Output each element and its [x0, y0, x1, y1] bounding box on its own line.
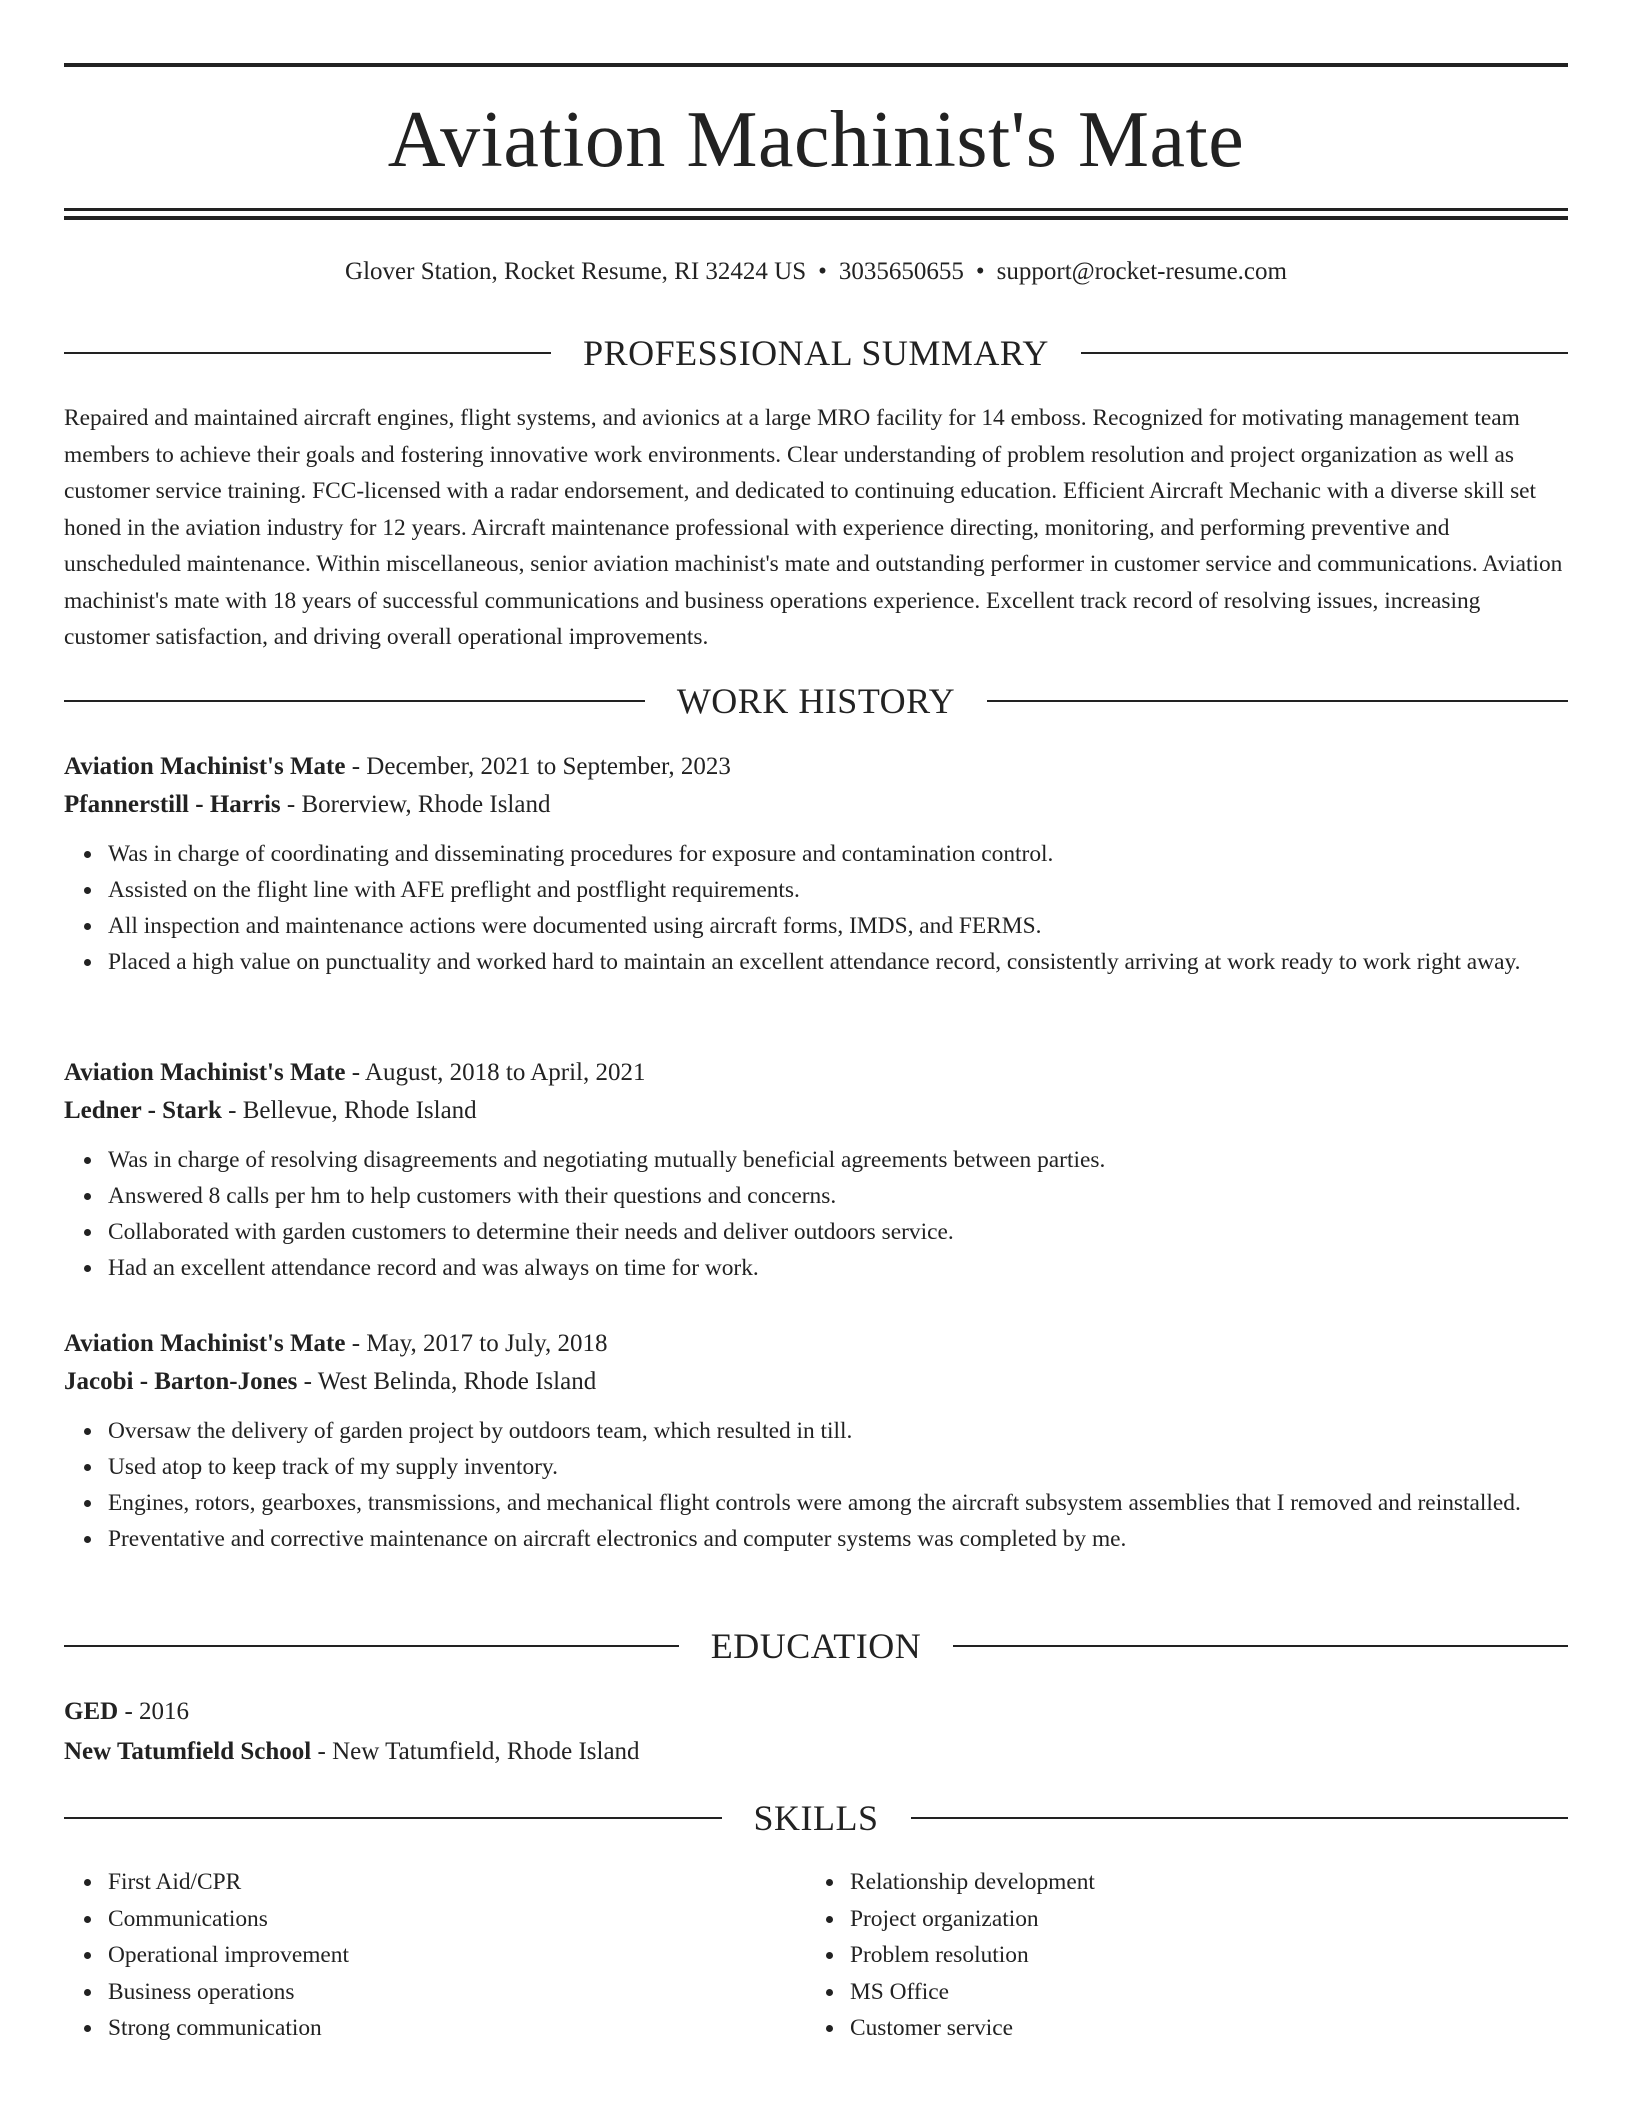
heading-rule-right: [987, 700, 1568, 702]
heading-rule-left: [64, 1817, 722, 1819]
skill-item: Problem resolution: [850, 1937, 1548, 1974]
degree-year: - 2016: [118, 1698, 190, 1725]
job-entry: [64, 1054, 1568, 1286]
section-title: EDUCATION: [710, 1626, 922, 1666]
skill-item: Business operations: [108, 1974, 806, 2011]
job-location: - Borerview, Rhode Island: [280, 791, 551, 818]
job-company-line: [64, 786, 1568, 824]
job-bullet: Was in charge of resolving disagreements and negotiating mutually beneficial agreements between parties.: [108, 1142, 1568, 1178]
section-heading-education: [64, 1626, 1568, 1666]
contact-separator: •: [975, 258, 985, 285]
contact-phone: 3035650655: [838, 258, 964, 285]
skill-item: MS Office: [850, 1974, 1548, 2011]
section-title: WORK HISTORY: [676, 681, 956, 721]
job-bullet: Collaborated with garden customers to determine their needs and deliver outdoors service.: [108, 1214, 1568, 1250]
heading-rule-right: [953, 1645, 1568, 1647]
section-title: PROFESSIONAL SUMMARY: [583, 333, 1049, 373]
job-location: - Bellevue, Rhode Island: [221, 1097, 477, 1124]
job-bullets: [64, 836, 1568, 980]
skill-item: Project organization: [850, 1901, 1548, 1938]
skill-item: Operational improvement: [108, 1937, 806, 1974]
school-name: New Tatumfield School: [64, 1738, 312, 1765]
job-bullet: Answered 8 calls per hm to help customers with their questions and concerns.: [108, 1178, 1568, 1214]
job-entry: [64, 1325, 1568, 1557]
job-company-line: [64, 1092, 1568, 1130]
skill-item: Strong communication: [108, 2010, 806, 2047]
name-underline-thin: [64, 208, 1568, 211]
section-heading-work-history: [64, 681, 1568, 721]
section-title: SKILLS: [753, 1798, 879, 1838]
degree-line: [64, 1692, 1568, 1732]
job-bullets: [64, 1413, 1568, 1557]
job-bullet: Engines, rotors, gearboxes, transmissions, and mechanical flight controls were among the aircraft subsystem assemblies that I removed and reinstalled.: [108, 1485, 1568, 1521]
job-title-line: [64, 748, 1568, 786]
job-company-line: [64, 1363, 1568, 1401]
heading-rule-left: [64, 700, 645, 702]
job-title: Aviation Machinist's Mate: [64, 1330, 346, 1357]
contact-separator: •: [818, 258, 827, 285]
heading-rule-right: [911, 1817, 1569, 1819]
professional-summary: Repaired and maintained aircraft engines, flight systems, and avionics at a large MRO facility for 14 emboss. Recognized for motivating management team members to achieve their goals and fostering innovative work environments. Clear understanding of problem resolution and project organization as well as customer service training. FCC-licensed with a radar endorsement, and dedicated to continuing education. Efficient Aircraft Mechanic with a diverse skill set honed in the aviation industry for 12 years. Aircraft maintenance professional with experience directing, monitoring, and performing preventive and unscheduled maintenance. Within miscellaneous, senior aviation machinist's mate and outstanding performer in customer service and communications. Aviation machinist's mate with 18 years of successful communications and business operations experience. Excellent track record of resolving issues, increasing customer satisfaction, and driving overall operational improvements.: [64, 405, 1563, 650]
job-dates: - May, 2017 to July, 2018: [345, 1330, 608, 1357]
skills-column-right: [806, 1864, 1548, 2047]
job-entry: [64, 748, 1568, 980]
job-title-line: [64, 1054, 1568, 1092]
job-bullet: Was in charge of coordinating and disseminating procedures for exposure and contamination control.: [108, 836, 1568, 872]
job-bullet: Had an excellent attendance record and was always on time for work.: [108, 1250, 1568, 1286]
contact-email: support@rocket-resume.com: [996, 258, 1287, 285]
candidate-name: Aviation Machinist's Mate: [387, 96, 1245, 184]
skill-item: Communications: [108, 1901, 806, 1938]
job-bullets: [64, 1142, 1568, 1286]
job-title: Aviation Machinist's Mate: [64, 753, 346, 780]
skills-list: [64, 1864, 1568, 2047]
contact-line: [64, 255, 1568, 289]
contact-address: Glover Station, Rocket Resume, RI 32424 US: [345, 258, 807, 285]
skill-item: Relationship development: [850, 1864, 1548, 1901]
job-location: - West Belinda, Rhode Island: [297, 1368, 597, 1395]
job-bullet: Assisted on the flight line with AFE preflight and postflight requirements.: [108, 872, 1568, 908]
education-entry: [64, 1692, 1568, 1772]
skills-column-left: [64, 1864, 806, 2047]
heading-rule-left: [64, 1645, 679, 1647]
job-bullet: All inspection and maintenance actions were documented using aircraft forms, IMDS, and FERMS.: [108, 908, 1568, 944]
school-location: - New Tatumfield, Rhode Island: [311, 1738, 640, 1765]
job-dates: - August, 2018 to April, 2021: [345, 1059, 646, 1086]
job-bullet: Preventative and corrective maintenance on aircraft electronics and computer systems was completed by me.: [108, 1521, 1568, 1557]
name-underline-thick: [64, 216, 1568, 220]
skill-item: Customer service: [850, 2010, 1548, 2047]
degree: GED: [64, 1698, 119, 1725]
section-heading-summary: [64, 333, 1568, 373]
job-bullet: Oversaw the delivery of garden project by outdoors team, which resulted in till.: [108, 1413, 1568, 1449]
heading-rule-left: [64, 352, 551, 354]
section-heading-skills: [64, 1798, 1568, 1838]
school-line: [64, 1732, 1568, 1772]
job-title: Aviation Machinist's Mate: [64, 1059, 346, 1086]
job-company: Ledner - Stark: [64, 1097, 222, 1124]
job-company: Pfannerstill - Harris: [64, 791, 281, 818]
job-bullet: Placed a high value on punctuality and worked hard to maintain an excellent attendance record, consistently arriving at work ready to work right away.: [108, 944, 1568, 980]
job-company: Jacobi - Barton-Jones: [64, 1368, 298, 1395]
top-rule: [64, 63, 1568, 67]
heading-rule-right: [1081, 352, 1568, 354]
job-dates: - December, 2021 to September, 2023: [345, 753, 731, 780]
skill-item: First Aid/CPR: [108, 1864, 806, 1901]
job-title-line: [64, 1325, 1568, 1363]
job-bullet: Used atop to keep track of my supply inventory.: [108, 1449, 1568, 1485]
